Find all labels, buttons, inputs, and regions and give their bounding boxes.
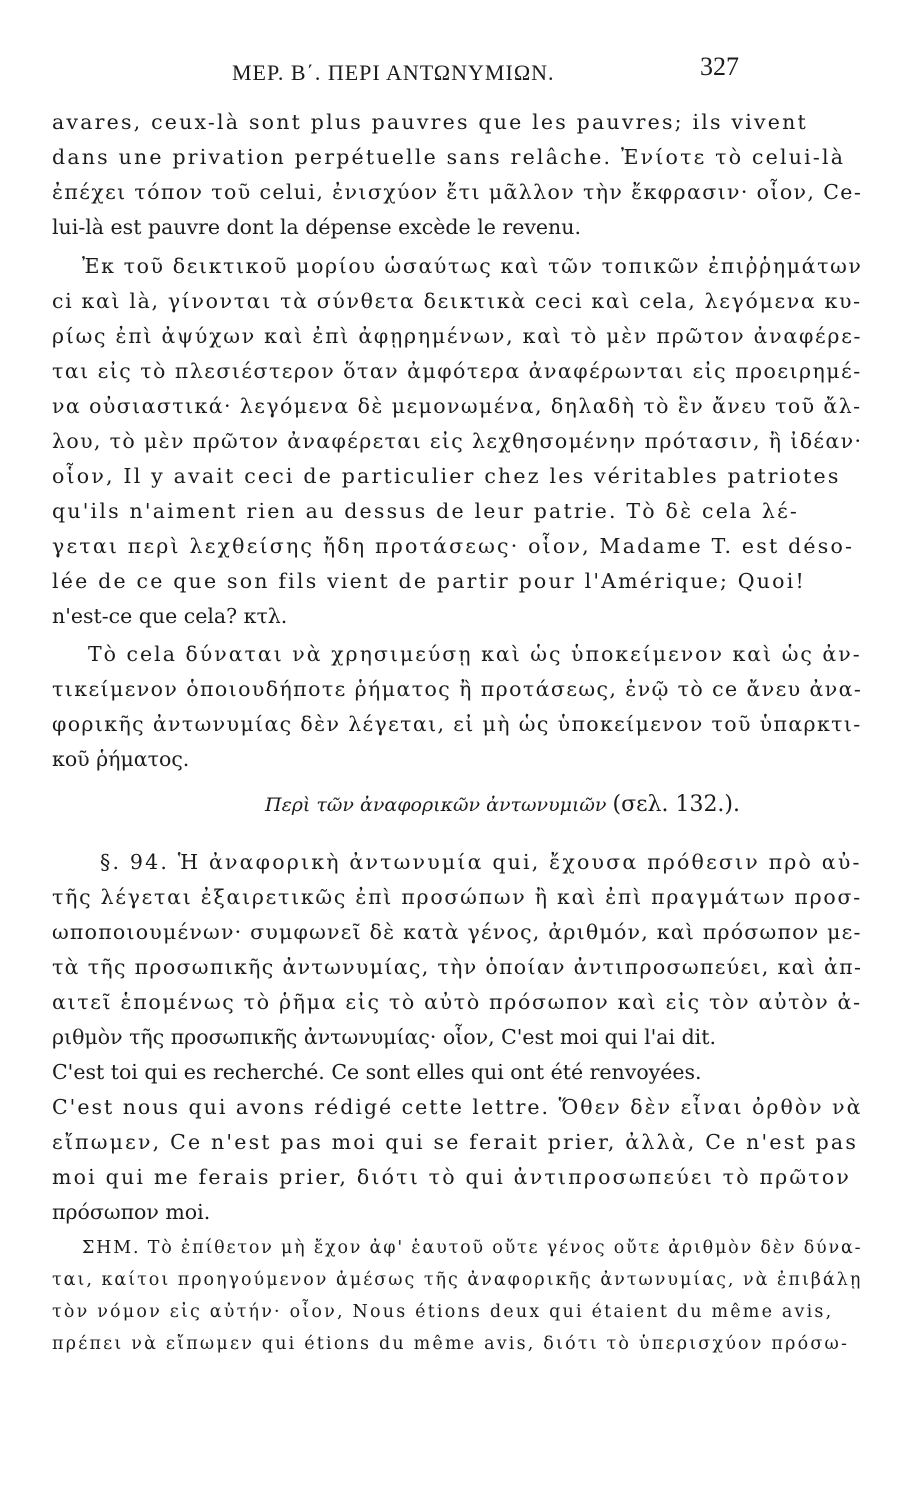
- text-line: Ἐκ τοῦ δεικτικοῦ μορίου ὡσαύτως καὶ τῶν τοπικῶν ἐπιῤῥημάτων: [82, 254, 863, 278]
- text-line: C'est toi qui es recherché. Ce sont elles qui ont été renvoyées.: [52, 1060, 702, 1084]
- text-line: Τὸ cela δύναται νὰ χρησιμεύσῃ καὶ ὡς ὑποκείμενον καὶ ὡς ἀν-: [88, 642, 862, 666]
- note-line: τὸν νόμον εἰς αὐτήν· οἷον, Nous étions deux qui étaient du même avis,: [52, 1302, 834, 1322]
- text-line: φορικῆς ἀντωνυμίας δὲν λέγεται, εἰ μὴ ὡς ὑποκείμενον τοῦ ὑπαρκτι-: [52, 712, 862, 736]
- section-heading: [265, 792, 740, 817]
- text-line: τὰ τῆς προσωπικῆς ἀντωνυμίας, τὴν ὁποίαν ἀντιπροσωπεύει, καὶ ἀπ-: [52, 955, 863, 979]
- text-line: κοῦ ῥήματος.: [52, 747, 190, 771]
- note-line: πρέπει νὰ εἴπωμεν qui étions du même avis, διότι τὸ ὑπερισχύον πρόσω-: [52, 1334, 850, 1354]
- text-line: §. 94. Ἡ ἀναφορικὴ ἀντωνυμία qui, ἔχουσα πρόθεσιν πρὸ αὐ-: [100, 850, 862, 874]
- text-line: γεται περὶ λεχθείσης ἤδη προτάσεως· οἷον, Madame T. est déso-: [52, 534, 855, 558]
- text-line: ται εἰς τὸ πλεσιέστερον ὅταν ἀμφότερα ἀναφέρωνται εἰς προειρημέ-: [52, 359, 862, 383]
- text-line: lui-là est pauvre dont la dépense excède le revenu.: [52, 215, 581, 239]
- text-line: lée de ce que son fils vient de partir pour l'Amérique; Quoi!: [52, 569, 806, 593]
- text-line: εἴπωμεν, Ce n'est pas moi qui se ferait prier, ἀλλὰ, Ce n'est pas: [52, 1130, 859, 1154]
- text-line: ωποποιουμένων· συμφωνεῖ δὲ κατὰ γένος, ἀριθμόν, καὶ πρόσωπον με-: [52, 920, 862, 944]
- section-title: Περὶ τῶν ἀναφορικῶν ἀντωνυμιῶν: [265, 794, 607, 816]
- text-line: οἷον, Il y avait ceci de particulier chez les véritables patriotes: [52, 464, 841, 488]
- note-line: ται, καίτοι προηγούμενον ἀμέσως τῆς ἀναφορικῆς ἀντωνυμίας, νὰ ἐπιβάλῃ: [52, 1270, 863, 1290]
- text-line: avares, ceux-là sont plus pauvres que les pauvres; ils vivent: [52, 110, 808, 134]
- text-line: ἐπέχει τόπον τοῦ celui, ἐνισχύον ἔτι μᾶλλον τὴν ἔκφρασιν· οἷον, Ce-: [52, 180, 863, 204]
- text-line: τικείμενον ὁποιουδήποτε ῥήματος ἢ προτάσεως, ἐνῷ τὸ ce ἄνευ ἀνα-: [52, 677, 863, 701]
- text-line: αιτεῖ ἑπομένως τὸ ῥῆμα εἰς τὸ αὐτὸ πρόσωπον καὶ εἰς τὸν αὐτὸν ἀ-: [52, 990, 862, 1014]
- text-line: τῆς λέγεται ἐξαιρετικῶς ἐπὶ προσώπων ἢ καὶ ἐπὶ πραγμάτων προσ-: [52, 885, 862, 909]
- text-line: ci καὶ là, γίνονται τὰ σύνθετα δεικτικὰ ceci καὶ cela, λεγόμενα κυ-: [52, 289, 862, 313]
- note-line: ΣΗΜ. Τὸ ἐπίθετον μὴ ἔχον ἀφ' ἑαυτοῦ οὔτε γένος οὔτε ἀριθμὸν δὲν δύνα-: [82, 1238, 863, 1258]
- text-line: qu'ils n'aiment rien au dessus de leur patrie. Τὸ δὲ cela λέ-: [52, 499, 800, 523]
- text-line: C'est nous qui avons rédigé cette lettre. Ὅθεν δὲν εἶναι ὀρθὸν νὰ: [52, 1095, 863, 1119]
- text-line: να οὐσιαστικά· λεγόμενα δὲ μεμονωμένα, δηλαδὴ τὸ ἓν ἄνευ τοῦ ἄλ-: [52, 394, 862, 418]
- text-line: ριθμὸν τῆς προσωπικῆς ἀντωνυμίας· οἷον, C'est moi qui l'ai dit.: [52, 1025, 716, 1049]
- running-header: ΜΕΡ. Β΄. ΠΕΡΙ ΑΝΤΩΝΥΜΙΩΝ.: [232, 60, 555, 85]
- text-line: n'est-ce que cela? κτλ.: [52, 604, 288, 628]
- text-line: moi qui me ferais prier, διότι τὸ qui ἀντιπροσωπεύει τὸ πρῶτον: [52, 1165, 852, 1189]
- text-line: λου, τὸ μὲν πρῶτον ἀναφέρεται εἰς λεχθησομένην πρότασιν, ἢ ἰδέαν·: [52, 429, 863, 453]
- text-line: ρίως ἐπὶ ἀψύχων καὶ ἐπὶ ἀφῃρημένων, καὶ τὸ μὲν πρῶτον ἀναφέρε-: [52, 324, 863, 348]
- section-reference: (σελ. 132.).: [612, 792, 741, 817]
- text-line: πρόσωπον moi.: [52, 1200, 211, 1224]
- page-number: 327: [700, 52, 739, 81]
- text-line: dans une privation perpétuelle sans relâche. Ἐνίοτε τὸ celui-là: [52, 145, 846, 169]
